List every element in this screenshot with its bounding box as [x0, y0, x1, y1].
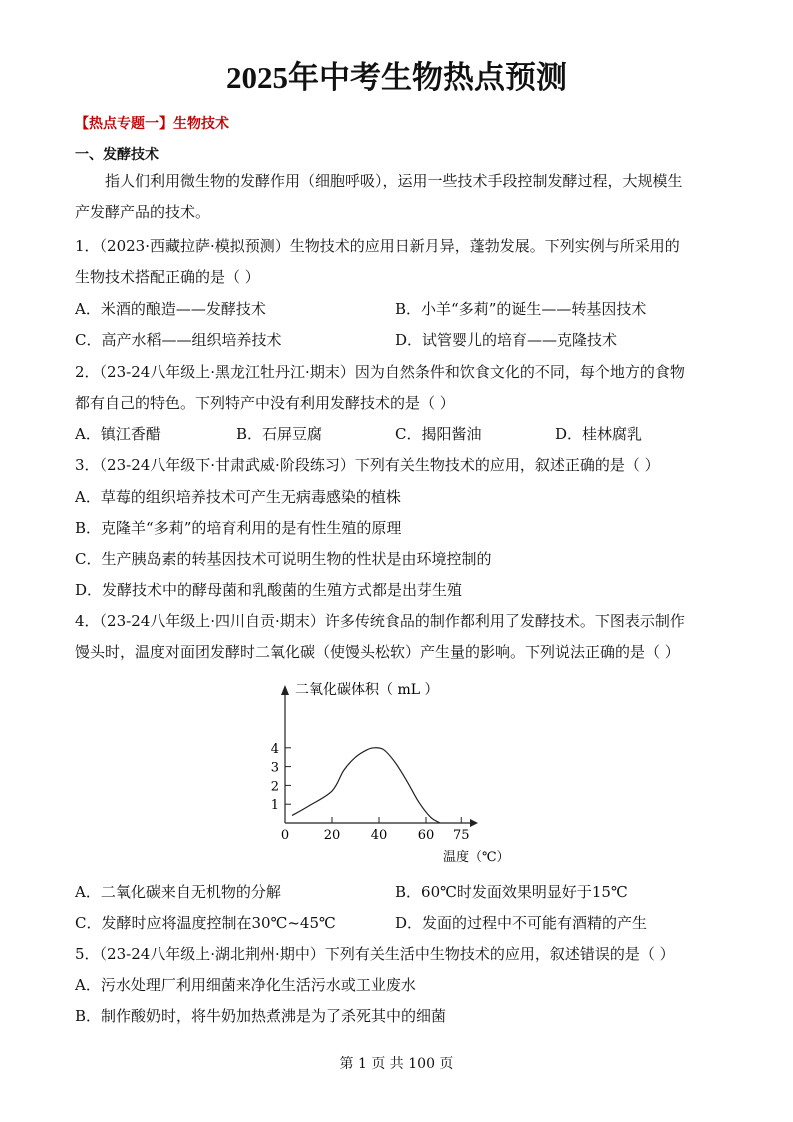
- question-stem: 生物技术搭配正确的是（ ）: [75, 268, 260, 286]
- page-title: 2025年中考生物热点预测: [226, 60, 567, 95]
- option: C．高产水稻——组织培养技术: [75, 331, 282, 349]
- option: D．发面的过程中不可能有酒精的产生: [395, 914, 648, 932]
- question-stem: 都有自己的特色。下列特产中没有利用发酵技术的是（ ）: [75, 394, 455, 412]
- option: B．60℃时发面效果明显好于15℃: [395, 883, 628, 901]
- option: D．试管婴儿的培育——克隆技术: [395, 331, 618, 349]
- page-footer: 第 1 页 共 100 页: [339, 1056, 454, 1072]
- topic-heading: 【热点专题一】生物技术: [75, 116, 229, 132]
- x-axis-label: 温度（℃）: [443, 850, 510, 865]
- x-axis-arrow: [470, 819, 478, 827]
- y-tick-label: 2: [270, 779, 279, 795]
- x-tick-label: 20: [323, 828, 341, 843]
- option: C．生产胰岛素的转基因技术可说明生物的性状是由环境控制的: [75, 550, 492, 568]
- option: B．石屏豆腐: [236, 425, 323, 443]
- option: A．二氧化碳来自无机物的分解: [75, 883, 281, 901]
- option: B．小羊“多莉”的诞生——转基因技术: [395, 300, 647, 318]
- y-tick-label: 1: [270, 798, 279, 814]
- option: B．制作酸奶时，将牛奶加热煮沸是为了杀死其中的细菌: [75, 1007, 447, 1025]
- question-stem: 5．（23-24八年级上·湖北荆州·期中）下列有关生活中生物技术的应用，叙述错误的是（ ）: [75, 945, 675, 963]
- temperature-co2-chart: [260, 675, 510, 870]
- question-stem: 1．（2023·西藏拉萨·模拟预测）生物技术的应用日新月异，蓬勃发展。下列实例与所采用的: [75, 237, 680, 255]
- question-stem: 3．（23-24八年级下·甘肃武威·阶段练习）下列有关生物技术的应用，叙述正确的是（ ）: [75, 456, 660, 474]
- option: D．桂林腐乳: [555, 425, 643, 443]
- y-axis-label: 二氧化碳体积（ mL ）: [295, 682, 439, 698]
- option: A．污水处理厂利用细菌来净化生活污水或工业废水: [75, 976, 416, 994]
- x-tick-label: 0: [280, 828, 290, 843]
- definition-line: 产发酵产品的技术。: [75, 203, 211, 221]
- option: C．发酵时应将温度控制在30℃~45℃: [75, 914, 336, 932]
- option: B．克隆羊“多莉”的培育利用的是有性生殖的原理: [75, 519, 402, 537]
- y-axis-arrow: [281, 685, 289, 695]
- option: A．草莓的组织培养技术可产生无病毒感染的植株: [75, 488, 401, 506]
- definition-line: 指人们利用微生物的发酵作用（细胞呼吸），运用一些技术手段控制发酵过程，大规模生: [105, 172, 683, 190]
- y-tick-label: 4: [270, 741, 279, 757]
- x-tick-label: 75: [452, 828, 470, 843]
- section-heading: 一、发酵技术: [75, 147, 159, 163]
- option: C．揭阳酱油: [395, 425, 482, 443]
- option: D．发酵技术中的酵母菌和乳酸菌的生殖方式都是出芽生殖: [75, 581, 463, 599]
- question-stem: 2．（23-24八年级上·黑龙江牡丹江·期末）因为自然条件和饮食文化的不同，每个地方的食物: [75, 363, 685, 381]
- question-stem: 4．（23-24八年级上·四川自贡·期末）许多传统食品的制作都利用了发酵技术。下图表示制作: [75, 612, 685, 630]
- option: A．米酒的酿造——发酵技术: [75, 300, 266, 318]
- option: A．镇江香醋: [75, 425, 161, 443]
- y-tick-label: 3: [270, 760, 279, 776]
- x-tick-label: 40: [370, 828, 388, 843]
- question-stem: 馒头时，温度对面团发酵时二氧化碳（使馒头松软）产生量的影响。下列说法正确的是（ ）: [75, 643, 680, 661]
- co2-curve: [292, 748, 440, 823]
- x-tick-label: 60: [417, 828, 435, 843]
